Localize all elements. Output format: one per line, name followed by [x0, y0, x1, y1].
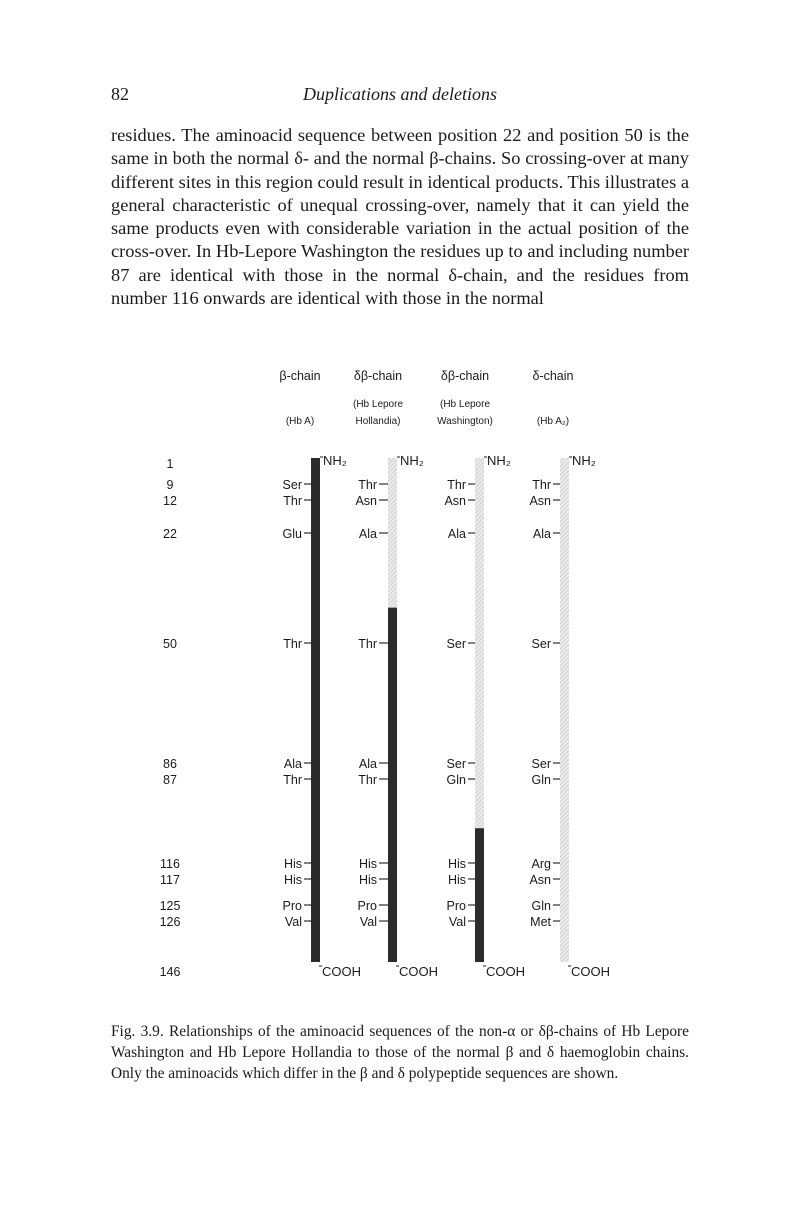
position-number: 125: [159, 899, 181, 913]
residue-label: Asn: [529, 494, 551, 508]
residue-label: Val: [448, 915, 466, 929]
residue-label: Ala: [358, 757, 377, 771]
residue-label: Pro: [282, 899, 302, 913]
residue-label: Thr: [283, 494, 302, 508]
residue-label: Gln: [531, 899, 551, 913]
page-number: 82: [111, 84, 129, 104]
column-title: δ-chain: [532, 369, 574, 383]
position-number: 86: [163, 757, 177, 771]
residue-label: Met: [530, 915, 551, 929]
residue-label: His: [358, 857, 377, 871]
residue-label: Ser: [446, 637, 466, 651]
delta-segment-bar: [388, 458, 397, 608]
residue-label: Ala: [358, 527, 377, 541]
position-number: 9: [166, 478, 174, 492]
residue-label: Ser: [531, 757, 551, 771]
position-number: 116: [160, 857, 180, 871]
column-title: β-chain: [279, 369, 321, 383]
chain-diagram: [0, 360, 800, 1010]
residue-label: His: [283, 857, 302, 871]
residue-label: Ala: [532, 527, 551, 541]
n-terminal-label: NH₂: [400, 453, 424, 468]
c-terminal-label: COOH: [571, 964, 610, 979]
n-terminal-label: NH₂: [323, 453, 347, 468]
residue-label: Thr: [532, 478, 551, 492]
position-number: 12: [163, 494, 177, 508]
beta-segment-bar: [388, 608, 397, 962]
column-subtitle: (Hb A₂): [536, 416, 570, 427]
figure-caption: [111, 1022, 689, 1084]
residue-label: Asn: [444, 494, 466, 508]
residue-label: Ala: [283, 757, 302, 771]
position-number: 22: [163, 527, 177, 541]
beta-segment-bar: [475, 828, 484, 962]
column-subtitle: Washington): [437, 416, 493, 427]
running-title: Duplications and deletions: [303, 84, 497, 104]
residue-label: Val: [359, 915, 377, 929]
page-header: [0, 0, 800, 110]
residue-label: Arg: [531, 857, 551, 871]
figure-3-9: [0, 360, 800, 1010]
residue-label: His: [447, 857, 466, 871]
residue-label: Pro: [357, 899, 377, 913]
position-number: 126: [159, 915, 181, 929]
residue-label: Thr: [447, 478, 466, 492]
residue-label: Gln: [531, 773, 551, 787]
caption-label: Fig. 3.9.: [111, 1023, 164, 1040]
residue-label: His: [447, 873, 466, 887]
position-number: 146: [159, 965, 181, 979]
residue-label: Asn: [529, 873, 551, 887]
c-terminal-label: COOH: [486, 964, 525, 979]
delta-segment-bar: [560, 458, 569, 962]
delta-segment-bar: [475, 458, 484, 828]
residue-label: Ser: [282, 478, 302, 492]
caption-text: Relationships of the aminoacid sequences of the non-α or δβ-chains of Hb Lepore Washington and Hb Lepore Hollandia to those of the normal β and δ haemoglobin chains. Only the aminoacids which differ in the β and δ polypeptide sequences are shown.: [111, 1023, 689, 1082]
residue-label: Val: [284, 915, 302, 929]
beta-segment-bar: [311, 458, 320, 962]
residue-label: Ser: [446, 757, 466, 771]
residue-label: Asn: [355, 494, 377, 508]
residue-label: His: [283, 873, 302, 887]
column-subtitle: Hollandia): [355, 416, 401, 427]
residue-label: Gln: [446, 773, 466, 787]
n-terminal-label: NH₂: [572, 453, 596, 468]
c-terminal-label: COOH: [322, 964, 361, 979]
column-title: δβ-chain: [353, 369, 403, 383]
c-terminal-label: COOH: [399, 964, 438, 979]
residue-label: His: [358, 873, 377, 887]
residue-label: Ala: [447, 527, 466, 541]
n-terminal-label: NH₂: [487, 453, 511, 468]
residue-label: Thr: [358, 773, 377, 787]
column-subtitle: (Hb Lepore: [439, 399, 491, 410]
residue-label: Pro: [446, 899, 466, 913]
body-paragraph: residues. The aminoacid sequence between position 22 and position 50 is the same in both the normal δ- and the normal β-chains. So crossing-over at many different sites in this region could result in identical products. This illustrates a general characteristic of unequal crossing-over, namely that it can yield the same products even with considerable variation in the actual position of the cross-over. In Hb-Lepore Washington the residues up to and including number 87 are identical with those in the normal δ-chain, and the residues from number 116 onwards are identical with those in the normal: [111, 125, 690, 309]
residue-label: Thr: [358, 478, 377, 492]
position-number: 117: [160, 873, 180, 887]
position-number: 1: [166, 457, 174, 471]
position-number: 87: [163, 773, 177, 787]
residue-label: Thr: [283, 773, 302, 787]
column-subtitle: (Hb Lepore: [352, 399, 404, 410]
column-title: δβ-chain: [440, 369, 490, 383]
residue-label: Glu: [282, 527, 302, 541]
residue-label: Ser: [531, 637, 551, 651]
position-number: 50: [163, 637, 177, 651]
column-subtitle: (Hb A): [285, 416, 315, 427]
residue-label: Thr: [358, 637, 377, 651]
residue-label: Thr: [283, 637, 302, 651]
